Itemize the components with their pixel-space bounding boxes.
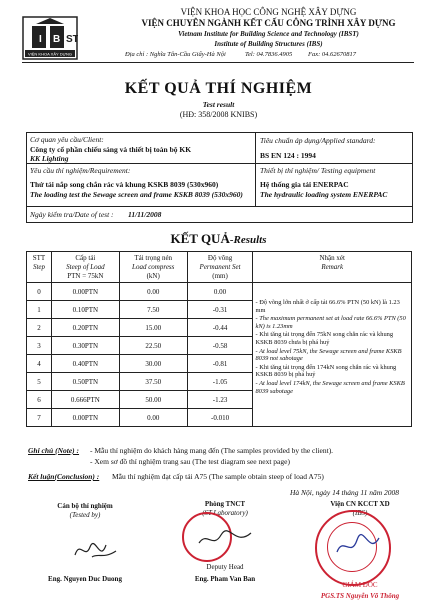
header-fax: Fax: 04.62670817 bbox=[308, 51, 357, 58]
table-row: 7 0.00PTN 0.00 -0.010 bbox=[27, 409, 412, 427]
equipment-label: Thiết bị thí nghiệm/ Testing equipment bbox=[260, 166, 376, 175]
table-row: 5 0.50PTN 37.50 -1.05 bbox=[27, 373, 412, 391]
header-line3: Vietnam Institute for Building Science and Technology (IBST) bbox=[178, 30, 359, 38]
tester-block: Cán bộ thí nghiệm (Tested by) bbox=[57, 502, 113, 519]
standard-value: BS EN 124 : 1994 bbox=[260, 151, 316, 160]
equipment-value: Hệ thống gia tải ENERPAC bbox=[260, 180, 349, 189]
logo-text: VIỆN KHOA XÂY DỰNG bbox=[27, 51, 73, 57]
director-block: Viện CN KCCT XD (IBS) bbox=[330, 500, 390, 517]
table-row: 2 0.20PTN 15.00 -0.44 bbox=[27, 319, 412, 337]
lab-block: Phòng TNCT (ST Laboratory) bbox=[202, 500, 248, 517]
client-value: Công ty cổ phần chiếu sáng và thiết bị toàn bộ KK bbox=[30, 145, 192, 154]
director-role: GIÁM ĐỐC bbox=[342, 581, 378, 589]
client-value-en: KK Lighting bbox=[30, 154, 69, 163]
contract-code: (HĐ: 358/2008 KNIBS) bbox=[179, 110, 258, 119]
results-title bbox=[0, 230, 437, 248]
tester-signature bbox=[70, 535, 120, 567]
svg-text:I: I bbox=[39, 34, 42, 45]
equipment-value-en: The hydraulic loading system ENERPAC bbox=[260, 190, 388, 199]
header-tel: Tel: 04.7836.4905 bbox=[245, 51, 293, 58]
svg-text:ST: ST bbox=[66, 34, 78, 45]
conclusion-label: Kết luận(Conclusion) : bbox=[28, 472, 100, 481]
header-divider bbox=[22, 62, 414, 63]
results-table bbox=[26, 251, 412, 427]
lab-name: Eng. Pham Van Ban bbox=[194, 575, 256, 583]
date-label: Ngày kiểm tra/Date of test : bbox=[30, 210, 114, 219]
date-value: 11/11/2008 bbox=[128, 210, 162, 219]
sign-date: Hà Nội, ngày 14 tháng 11 năm 2008 bbox=[290, 488, 400, 497]
table-row: 0 0.00PTN 0.00 0.00 - Độ võng lớn nhất ở cấp tải 66.6% PTN (50 kN) là 1.23 mm - The maximum permanent set at load rate 66.6% PTN (50 kN) is 1.23mm - Khi tăng tải trọng đến 75kN song chắn rác và khung KSKB 8039 chưa bị phá huỷ - At load level 75kN, the Sewage screen and frame KSKB 8039 not sabotage - Khi tăng tải trọng đến 174kN song chắn rác và khung KSKB 8039 bị phá huỷ - At load level 174kN, the Sewage screen and frame KSKB 8039 sabotage bbox=[27, 283, 412, 301]
header-line4: Institute of Building Structures (IBS) bbox=[214, 40, 323, 48]
requirement-value-en: The loading test the Sewage screen and frame KSKB 8039 (530x960) bbox=[30, 190, 243, 199]
header-address: Địa chỉ : Nghĩa Tân-Cầu Giấy-Hà Nội bbox=[125, 51, 226, 58]
col-cap-tai: Cấp tải Steep of Load PTN = 75kN bbox=[51, 252, 119, 283]
note-1: - Mẫu thí nghiệm do khách hàng mang đến (The samples provided by the client). bbox=[90, 446, 334, 455]
col-tai-trong: Tải trọng nén Load compress (kN) bbox=[119, 252, 187, 283]
svg-text:B: B bbox=[53, 34, 61, 45]
note-2: - Xem sơ đồ thí nghiệm trang sau (The test diagram see next page) bbox=[90, 457, 290, 466]
standard-label: Tiêu chuẩn áp dụng/Applied standard: bbox=[260, 136, 376, 145]
col-stt: STT Step bbox=[27, 252, 52, 283]
director-signature bbox=[333, 532, 383, 562]
results-title-vn: KẾT QUẢ bbox=[170, 231, 230, 246]
remark-cell: - Độ võng lớn nhất ở cấp tải 66.6% PTN (50 kN) là 1.23 mm - The maximum permanent set at load rate 66.6% PTN (50 kN) is 1.23mm - Khi tăng tải trọng đến 75kN song chắn rác và khung KSKB 8039 chưa bị phá huỷ - At load level 75kN, the Sewage screen and frame KSKB 8039 not sabotage - Khi tăng tải trọng đến 174kN song chắn rác và khung KSKB 8039 bị phá huỷ - At load level 174kN, the Sewage screen and frame KSKB 8039 sabotage bbox=[253, 283, 412, 427]
results-title-en: -Results bbox=[229, 234, 267, 246]
header-line1: VIỆN KHOA HỌC CÔNG NGHỆ XÂY DỰNG bbox=[180, 7, 357, 17]
table-row: 4 0.40PTN 30.00 -0.81 bbox=[27, 355, 412, 373]
table-row: 3 0.30PTN 22.50 -0.58 bbox=[27, 337, 412, 355]
client-label: Cơ quan yêu cầu/Client: bbox=[30, 135, 104, 144]
note-label: Ghi chú (Note) : bbox=[28, 446, 80, 455]
tester-name: Eng. Nguyen Duc Duong bbox=[48, 575, 122, 583]
header-line2: VIỆN CHUYÊN NGÀNH KẾT CẤU CÔNG TRÌNH XÂY DỰNG bbox=[141, 18, 396, 28]
requirement-value: Thử tải nắp song chắn rác và khung KSKB 8039 (530x960) bbox=[30, 180, 219, 189]
table-row: 1 0.10PTN 7.50 -0.31 bbox=[27, 301, 412, 319]
lab-role: Deputy Head bbox=[206, 563, 244, 571]
col-nhan-xet: Nhận xét Remark bbox=[253, 252, 412, 283]
table-row: 6 0.666PTN 50.00 -1.23 bbox=[27, 391, 412, 409]
lab-signature bbox=[195, 525, 255, 555]
page-title: KẾT QUẢ THÍ NGHIỆM bbox=[124, 80, 313, 97]
page-subtitle: Test result bbox=[202, 100, 235, 109]
requirement-label: Yêu cầu thí nghiệm/Requirement: bbox=[30, 166, 131, 175]
conclusion-text: Mẫu thí nghiệm đạt cấp tải A75 (The sample obtain steep of load A75) bbox=[112, 472, 324, 481]
col-do-vong: Độ võng Permanent Set (mm) bbox=[187, 252, 253, 283]
director-name: PGS.TS Nguyễn Võ Thông bbox=[320, 592, 400, 600]
